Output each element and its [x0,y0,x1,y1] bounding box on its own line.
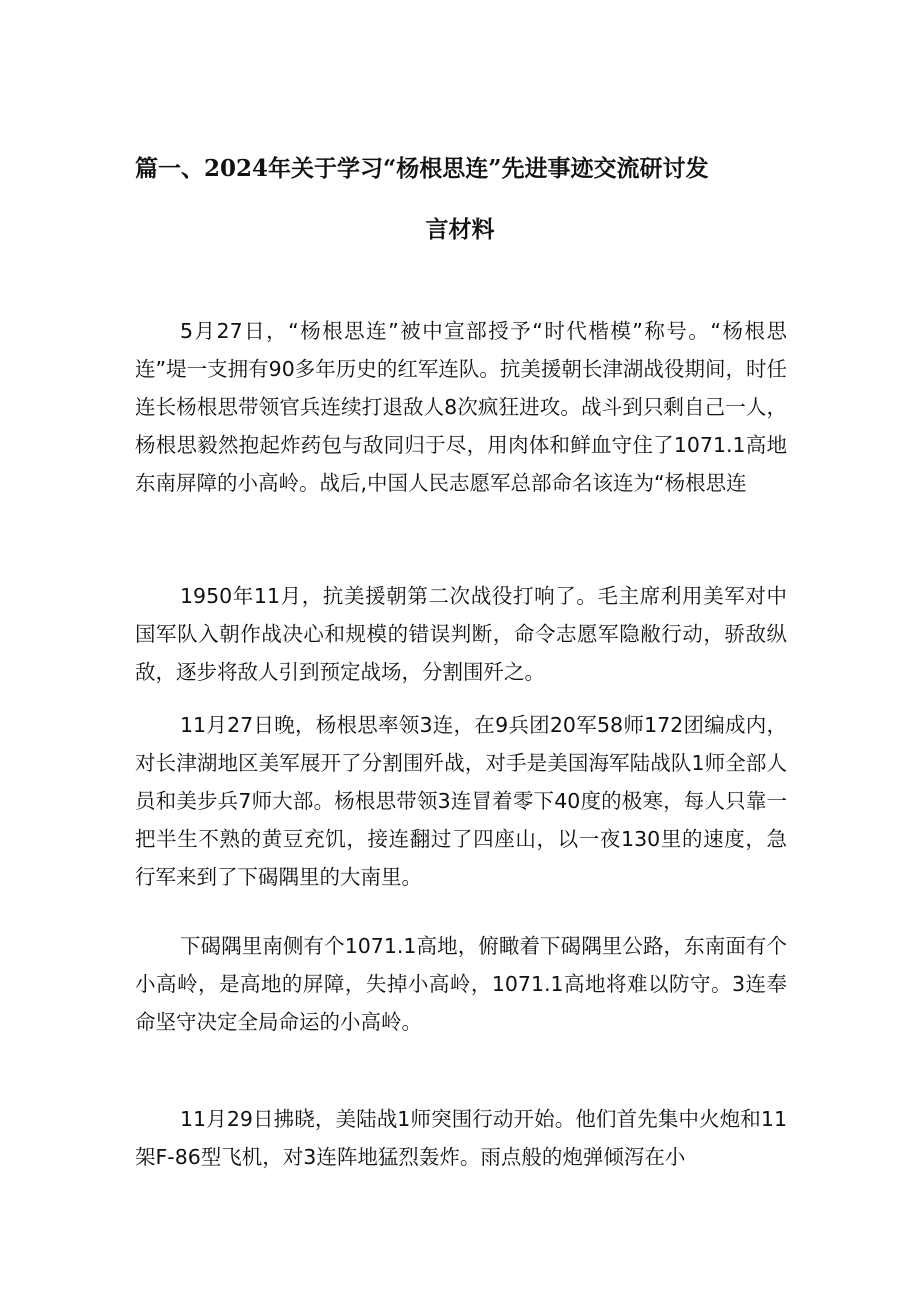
paragraph-2: 1950年11月，抗美援朝第二次战役打响了。毛主席利用美军对中国军队入朝作战决心和规模的错误判断，命令志愿军隐敝行动，骄敌纵敌，逐步将敌人引到预定战场，分割围歼之。 [135,584,787,684]
paragraph-3: 11月27日晚，杨根思率领3连，在9兵团20军58师172团编成内，对长津湖地区美军展开了分割围歼战，对手是美国海军陆战队1师全部人员和美步兵7师大部。杨根思带领3连冒着零下40度的极寒，每人只靠一把半生不熟的黄豆充饥，接连翻过了四座山，以一夜130里的速度，急行军来到了下碣隅里的大南里。 [135,713,787,889]
document-title-line-1: 篇一、2024年关于学习“杨根思连”先进事迹交流研讨发 [135,155,709,182]
paragraph-5: 11月29日拂晓，美陆战1师突围行动开始。他们首先集中火炮和11架F-86型飞机，对3连阵地猛烈轰炸。雨点般的炮弹倾泻在小 [135,1107,787,1169]
paragraph-1: 5月27日，“杨根思连”被中宣部授予“时代楷模”称号。“杨根思连”堤一支拥有90多年历史的红军连队。抗美援朝长津湖战役期间，时任连长杨根思带领官兵连续打退敌人8次疯狂进攻。战斗到只剩自己一人，杨根思毅然抱起炸药包与敌同归于尽，用肉体和鲜血守住了1071.1高地东南屏障的小高岭。战后,中国人民志愿军总部命名该连为“杨根思连 [135,319,787,495]
paragraph-4: 下碣隅里南侧有个1071.1高地，俯瞰着下碣隅里公路，东南面有个小高岭，是高地的屏障，失掉小高岭，1071.1高地将难以防守。3连奉命坚守决定全局命运的小高岭。 [135,934,787,1034]
document-title-line-2: 言材料 [425,216,495,243]
